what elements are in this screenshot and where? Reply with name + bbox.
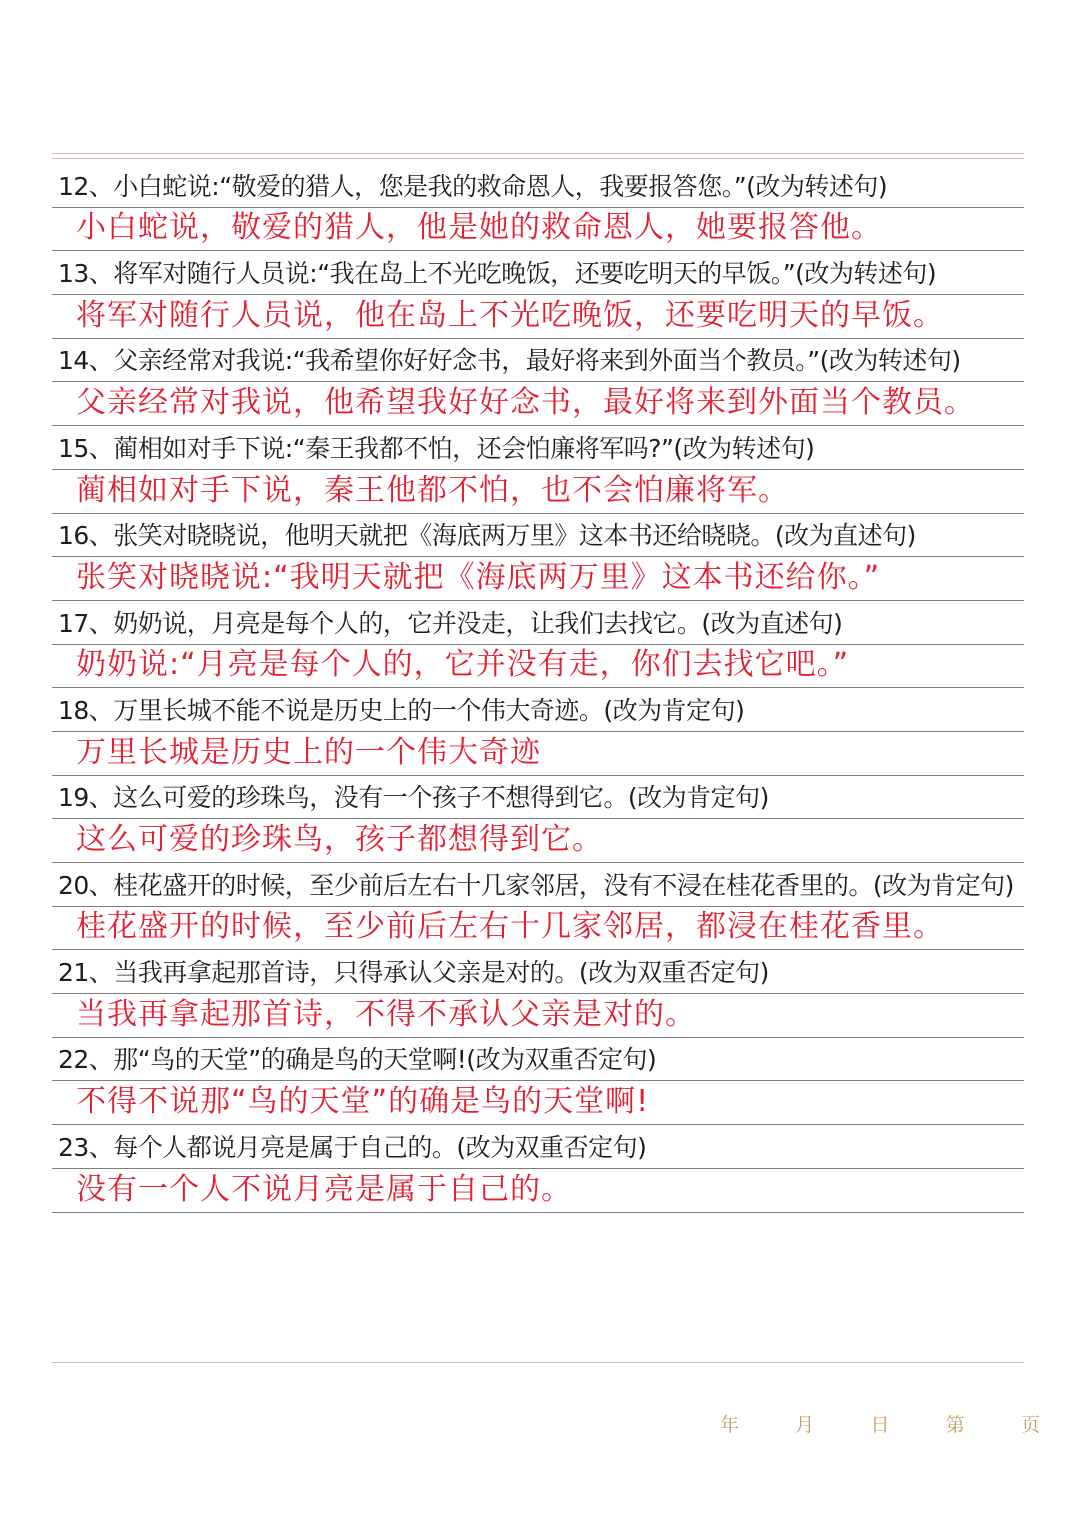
ruled-lines <box>52 164 1024 1213</box>
question-text: 14、父亲经常对我说:“我希望你好好念书，最好将来到外面当个教员。”(改为转述句) <box>58 346 961 376</box>
question-row <box>52 950 1024 994</box>
question-text: 22、那“鸟的天堂”的确是鸟的天堂啊!(改为双重否定句) <box>58 1045 657 1075</box>
question-text: 12、小白蛇说:“敬爱的猎人，您是我的救命恩人，我要报答您。”(改为转述句) <box>58 171 888 201</box>
answer-text: 奶奶说:“月亮是每个人的，它并没有走，你们去找它吧。” <box>76 647 850 683</box>
answer-row <box>52 819 1024 863</box>
question-text: 18、万里长城不能不说是历史上的一个伟大奇迹。(改为肯定句) <box>58 695 745 725</box>
answer-row <box>52 557 1024 601</box>
answer-row <box>52 1081 1024 1125</box>
question-text: 20、桂花盛开的时候，至少前后左右十几家邻居，没有不浸在桂花香里的。(改为肯定句) <box>58 870 1014 900</box>
question-row <box>52 688 1024 732</box>
answer-row <box>52 907 1024 951</box>
question-text: 17、奶奶说，月亮是每个人的，它并没走，让我们去找它。(改为直述句) <box>58 608 843 638</box>
answer-text: 当我再拿起那首诗，不得不承认父亲是对的。 <box>76 996 696 1032</box>
question-row <box>52 601 1024 645</box>
top-margin-rule-2 <box>52 158 1024 159</box>
answer-text: 桂花盛开的时候，至少前后左右十几家邻居，都浸在桂花香里。 <box>76 909 944 945</box>
question-row <box>52 339 1024 383</box>
answer-text: 这么可爱的珍珠鸟，孩子都想得到它。 <box>76 822 603 857</box>
answer-row <box>52 208 1024 252</box>
answer-row <box>52 295 1024 339</box>
question-row <box>52 863 1024 907</box>
answer-row <box>52 382 1024 426</box>
answer-text: 万里长城是历史上的一个伟大奇迹 <box>76 734 541 770</box>
answer-text: 将军对随行人员说，他在岛上不光吃晚饭，还要吃明天的早饭。 <box>76 297 944 333</box>
footer-month: 月 <box>795 1414 815 1436</box>
footer-day: 日 <box>870 1414 890 1436</box>
bottom-margin-rule <box>52 1362 1024 1363</box>
question-text: 19、这么可爱的珍珠鸟，没有一个孩子不想得到它。(改为肯定句) <box>58 783 769 813</box>
answer-row <box>52 645 1024 689</box>
answer-text: 张笑对晓晓说:“我明天就把《海底两万里》这本书还给你。” <box>76 559 881 595</box>
footer-page: 页 <box>1020 1414 1040 1436</box>
question-row <box>52 776 1024 820</box>
question-text: 13、将军对随行人员说:“我在岛上不光吃晚饭，还要吃明天的早饭。”(改为转述句) <box>58 259 937 289</box>
page-footer <box>720 1410 1040 1440</box>
answer-row <box>52 994 1024 1038</box>
top-margin-rule <box>52 153 1024 154</box>
question-row <box>52 514 1024 558</box>
question-row <box>52 164 1024 208</box>
answer-text: 不得不说那“鸟的天堂”的确是鸟的天堂啊! <box>76 1084 650 1120</box>
question-row <box>52 1125 1024 1169</box>
question-row <box>52 426 1024 470</box>
question-text: 16、张笑对晓晓说，他明天就把《海底两万里》这本书还给晓晓。(改为直述句) <box>58 521 916 551</box>
footer-di: 第 <box>945 1414 965 1436</box>
answer-text: 蔺相如对手下说，秦王他都不怕，也不会怕廉将军。 <box>76 472 789 508</box>
question-text: 15、蔺相如对手下说:“秦王我都不怕，还会怕廉将军吗?”(改为转述句) <box>58 433 815 463</box>
footer-year: 年 <box>720 1414 740 1436</box>
answer-row <box>52 470 1024 514</box>
answer-row <box>52 732 1024 776</box>
answer-row <box>52 1169 1024 1213</box>
question-text: 21、当我再拿起那首诗，只得承认父亲是对的。(改为双重否定句) <box>58 958 769 988</box>
question-row <box>52 1038 1024 1082</box>
answer-text: 小白蛇说，敬爱的猎人，他是她的救命恩人，她要报答他。 <box>76 210 882 246</box>
question-row <box>52 251 1024 295</box>
question-text: 23、每个人都说月亮是属于自己的。(改为双重否定句) <box>58 1132 647 1162</box>
answer-text: 没有一个人不说月亮是属于自己的。 <box>76 1171 572 1207</box>
answer-text: 父亲经常对我说，他希望我好好念书，最好将来到外面当个教员。 <box>76 385 975 421</box>
